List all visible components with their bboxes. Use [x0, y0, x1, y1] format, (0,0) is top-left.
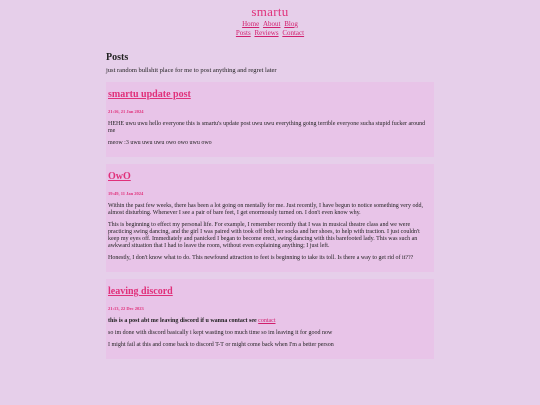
- nav-row-1: [0, 20, 540, 29]
- post-title-link[interactable]: leaving discord: [108, 286, 173, 297]
- post-lead-text: this is a post abt me leaving discord if u wanna contact see: [108, 318, 257, 324]
- post-date: 21:13, 22 Dec 2023: [108, 306, 144, 311]
- site-header: [0, 0, 540, 38]
- contact-inline-link[interactable]: contact: [258, 318, 276, 324]
- nav-home-link[interactable]: Home: [242, 20, 260, 28]
- nav-contact-link[interactable]: Contact: [282, 29, 305, 37]
- post-paragraph: meow :3 uwu uwu uwu owo owo uwu owo: [108, 140, 212, 146]
- post-paragraph: Within the past few weeks, there has been a lot going on mentally for me. Just recently, I have begun to notice something very odd, almost disturbing. Whenever I see a pair of bare feet, I get enormously turned on. I don't even know why.: [108, 203, 423, 216]
- nav-blog-link[interactable]: Blog: [284, 20, 298, 28]
- nav-reviews-link[interactable]: Reviews: [254, 29, 279, 37]
- post-card: [106, 164, 434, 272]
- post-paragraph: This is beginning to effect my personal life. For example, I remember recently that I was in musical theatre class and we were practicing swing dancing, and the girl I was paired with took off both her socks and her shoes, to help with traction. I just couldn't keep my eyes off. Immediately and panicked I began to become erect, swing dancing with this barefooted lady. This was such an awkward situation that I had to leave the room, without even explaining anything; I just left.: [108, 222, 420, 249]
- post-title-link[interactable]: OwO: [108, 171, 131, 182]
- post-paragraph: so im done with discord basically i kept wasting too much time so im leaving it for good now: [108, 330, 333, 336]
- nav-posts-link[interactable]: Posts: [235, 29, 251, 37]
- post-date: 21:16, 21 Jan 2024: [108, 109, 144, 114]
- post-card: [106, 279, 434, 359]
- page-intro: just random bullshit place for me to post anything and regret later: [106, 67, 277, 74]
- nav-row-2: [0, 29, 540, 38]
- post-card: [106, 82, 434, 157]
- site-title: smartu: [251, 4, 289, 19]
- post-date: 19:49, 11 Jan 2024: [108, 191, 144, 196]
- page-heading: Posts: [106, 52, 129, 63]
- nav-about-link[interactable]: About: [262, 20, 281, 28]
- post-title-link[interactable]: smartu update post: [108, 89, 191, 100]
- post-paragraph: I might fail at this and come back to discord T-T or might come back when I'm a better person: [108, 342, 334, 348]
- post-paragraph: HEHE uwu uwu hello everyone this is smartu's update post uwu uwu everything going terrible everyone sucha stupid fucker around me: [108, 121, 426, 134]
- main-content: [106, 52, 434, 366]
- post-lead: [108, 318, 432, 325]
- post-paragraph: Honestly, I don't know what to do. This newfound attraction to feet is beginning to take its toll. Is there a way to get rid of it???: [108, 255, 414, 261]
